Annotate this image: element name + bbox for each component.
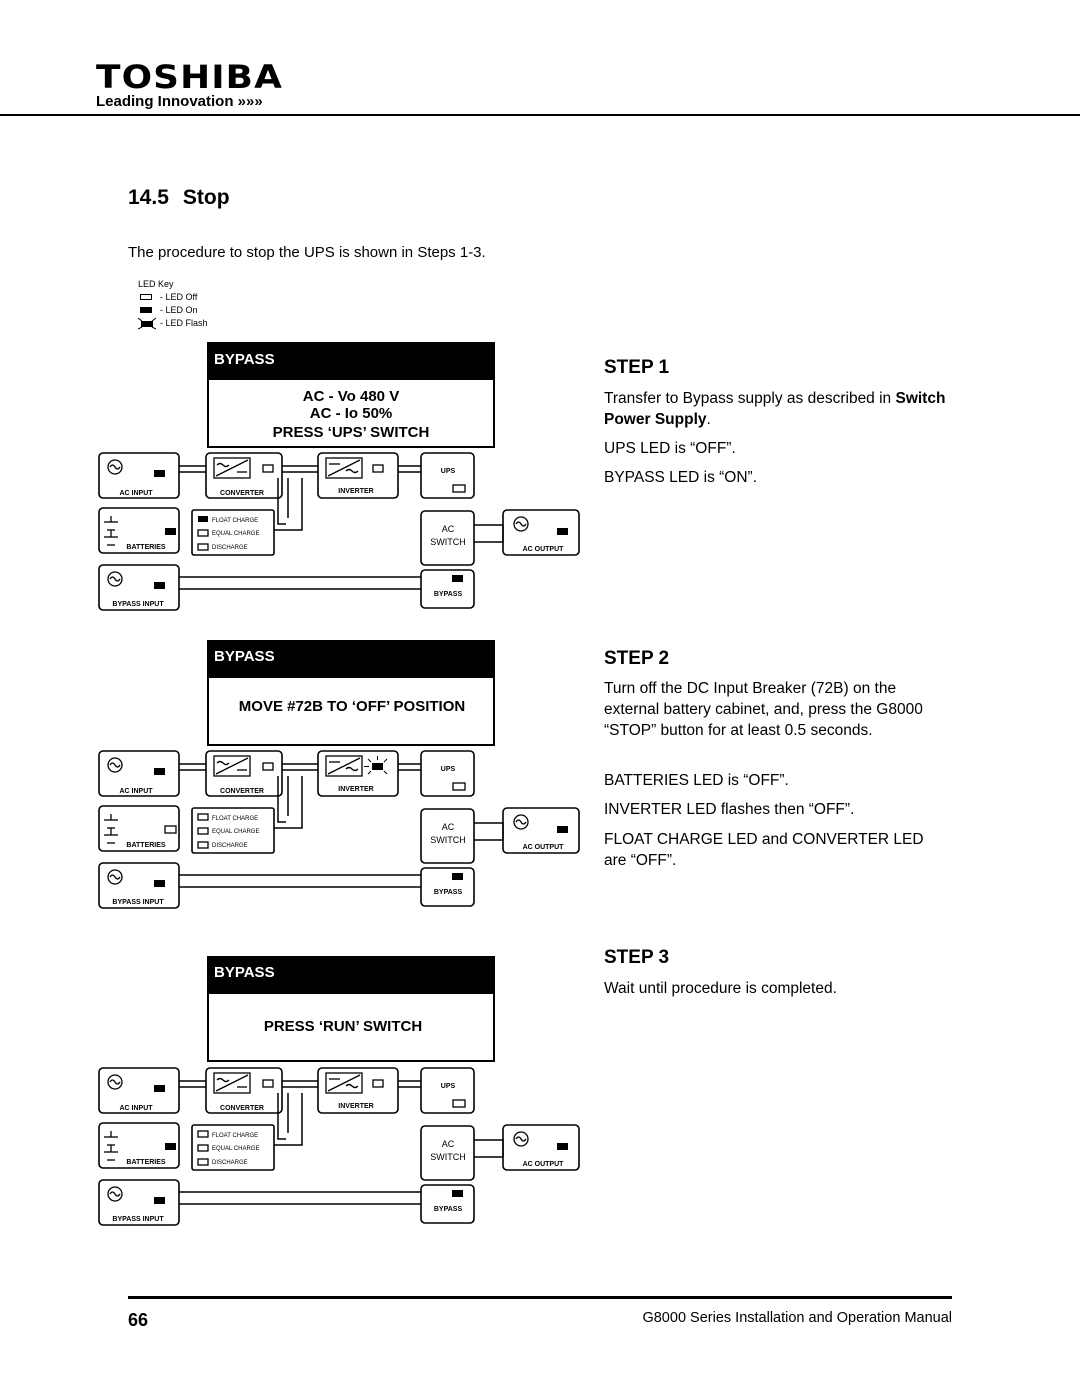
led-key-title: LED Key — [138, 279, 174, 289]
discharge-label: DISCHARGE — [212, 1160, 248, 1166]
bypass-input-label: BYPASS INPUT — [112, 899, 164, 906]
converter-label: CONVERTER — [220, 490, 264, 497]
converter-icon — [214, 756, 250, 776]
ac-output-label: AC OUTPUT — [522, 546, 564, 553]
led-bypass — [452, 1190, 463, 1197]
led-discharge — [198, 842, 208, 848]
float-charge-label: FLOAT CHARGE — [212, 1133, 259, 1139]
led-ac-input — [154, 768, 165, 775]
led-flash-icon — [138, 317, 156, 330]
float-charge-label: FLOAT CHARGE — [212, 816, 259, 822]
led-batteries — [165, 826, 176, 833]
bypass-block — [421, 570, 474, 608]
led-off-icon — [140, 294, 152, 300]
ups-diagram-step-1 — [96, 340, 586, 615]
led-converter — [263, 465, 273, 472]
panel-header: BYPASS — [214, 351, 275, 368]
led-key-flash — [138, 317, 208, 330]
discharge-label: DISCHARGE — [212, 843, 248, 849]
bypass-label: BYPASS — [433, 1206, 463, 1213]
led-equal-charge — [198, 530, 208, 536]
batteries-label: BATTERIES — [126, 544, 166, 551]
step-1-note: BYPASS LED is “ON”. — [604, 469, 758, 486]
converter-icon — [214, 1073, 250, 1093]
led-ac-input — [154, 1085, 165, 1092]
switch-label: SWITCH — [430, 835, 466, 845]
step-1-note: UPS LED is “OFF”. — [604, 440, 736, 457]
intro-text: The procedure to stop the UPS is shown in Steps 1-3. — [128, 244, 486, 261]
led-key-off — [138, 291, 208, 304]
led-float-charge — [198, 814, 208, 820]
step-1-text — [604, 388, 949, 430]
ups-label: UPS — [440, 766, 456, 773]
led-discharge — [198, 1159, 208, 1165]
led-inverter — [373, 1080, 383, 1087]
led-float-charge — [198, 1131, 208, 1137]
bypass-block — [421, 868, 474, 906]
led-key-off-label: - LED Off — [160, 292, 198, 302]
switch-label: SWITCH — [430, 1152, 466, 1162]
ups-block — [421, 751, 474, 796]
batteries-label: BATTERIES — [126, 1159, 166, 1166]
tagline: Leading Innovation »»» — [96, 93, 263, 110]
led-key-flash-label: - LED Flash — [160, 318, 208, 328]
battery-icon — [104, 814, 118, 843]
led-inverter — [373, 465, 383, 472]
led-ac-output — [557, 528, 568, 535]
led-ups — [453, 485, 465, 492]
led-on-icon — [140, 307, 152, 313]
equal-charge-label: EQUAL CHARGE — [212, 829, 260, 835]
batteries-label: BATTERIES — [126, 842, 166, 849]
step-1-heading: STEP 1 — [604, 357, 670, 378]
ac-input-label: AC INPUT — [119, 1105, 153, 1112]
led-key — [138, 278, 208, 330]
led-ac-output — [557, 826, 568, 833]
panel-line: AC - Vo 480 V — [302, 388, 400, 405]
display-panel — [208, 343, 494, 447]
step-2-text: Turn off the DC Input Breaker (72B) on the external battery cabinet, and, press the G8000 “STOP” button for at least 0.5 seconds. — [604, 680, 923, 739]
led-equal-charge — [198, 828, 208, 834]
manual-title: G8000 Series Installation and Operation Manual — [642, 1310, 952, 1326]
ac-output-label: AC OUTPUT — [522, 1161, 564, 1168]
discharge-label: DISCHARGE — [212, 545, 248, 551]
step-1-text-start: Transfer to Bypass supply as described in — [604, 390, 896, 407]
ac-label: AC — [441, 1139, 455, 1149]
step-2-note: INVERTER LED flashes then “OFF”. — [604, 801, 855, 818]
led-discharge — [198, 544, 208, 550]
equal-charge-label: EQUAL CHARGE — [212, 1146, 260, 1152]
bypass-label: BYPASS — [433, 889, 463, 896]
led-inverter-flashing — [364, 756, 387, 774]
led-equal-charge — [198, 1145, 208, 1151]
section-title — [128, 186, 230, 210]
section-number: 14.5 — [128, 186, 169, 209]
led-bypass-input — [154, 1197, 165, 1204]
panel-line: AC - Io 50% — [309, 405, 393, 422]
inverter-icon — [326, 1073, 362, 1093]
toshiba-logo: TOSHIBA — [96, 58, 283, 96]
led-batteries — [165, 528, 176, 535]
bypass-input-label: BYPASS INPUT — [112, 601, 164, 608]
ups-label: UPS — [440, 468, 456, 475]
switch-label: SWITCH — [430, 537, 466, 547]
display-panel — [208, 641, 494, 745]
led-float-charge — [198, 516, 208, 522]
led-converter — [263, 1080, 273, 1087]
step-3-text: Wait until procedure is completed. — [604, 980, 837, 997]
ac-input-label: AC INPUT — [119, 490, 153, 497]
led-bypass — [452, 575, 463, 582]
ac-input-label: AC INPUT — [119, 788, 153, 795]
converter-label: CONVERTER — [220, 1105, 264, 1112]
ac-label: AC — [441, 524, 455, 534]
bypass-label: BYPASS — [433, 591, 463, 598]
ups-label: UPS — [440, 1083, 456, 1090]
ups-diagram-step-3 — [96, 955, 586, 1230]
section-name: Stop — [182, 186, 230, 209]
panel-header: BYPASS — [214, 964, 275, 981]
led-ac-output — [557, 1143, 568, 1150]
led-ac-input — [154, 470, 165, 477]
bypass-input-label: BYPASS INPUT — [112, 1216, 164, 1223]
ac-output-label: AC OUTPUT — [522, 844, 564, 851]
inverter-icon — [326, 458, 362, 478]
step-1-text-end: . — [706, 411, 711, 428]
step-3-heading: STEP 3 — [604, 947, 670, 968]
led-bypass-input — [154, 880, 165, 887]
panel-line: PRESS ‘UPS’ SWITCH — [272, 424, 430, 441]
ac-label: AC — [441, 822, 455, 832]
inverter-icon — [326, 756, 362, 776]
page-number: 66 — [128, 1310, 149, 1330]
led-ups — [453, 783, 465, 790]
float-charge-label: FLOAT CHARGE — [212, 518, 259, 524]
converter-icon — [214, 458, 250, 478]
display-panel — [208, 957, 494, 1061]
step-2-note: BATTERIES LED is “OFF”. — [604, 772, 789, 789]
inverter-label: INVERTER — [338, 488, 374, 495]
bypass-block — [421, 1185, 474, 1223]
battery-icon — [104, 516, 118, 545]
ups-diagram-step-2 — [96, 638, 586, 913]
panel-header: BYPASS — [214, 648, 275, 665]
led-ups — [453, 1100, 465, 1107]
ups-block — [421, 1068, 474, 1113]
led-bypass-input — [154, 582, 165, 589]
equal-charge-label: EQUAL CHARGE — [212, 531, 260, 537]
led-key-on — [138, 304, 208, 317]
inverter-label: INVERTER — [338, 786, 374, 793]
panel-line: PRESS ‘RUN’ SWITCH — [263, 1018, 423, 1035]
step-2-note: FLOAT CHARGE LED and CONVERTER LED are “OFF”. — [604, 831, 924, 869]
led-bypass — [452, 873, 463, 880]
led-key-on-label: - LED On — [160, 305, 198, 315]
step-1-text-bold: Switch Power Supply — [604, 390, 946, 428]
converter-label: CONVERTER — [220, 788, 264, 795]
footer-rule — [128, 1296, 952, 1299]
led-converter — [263, 763, 273, 770]
panel-line: MOVE #72B TO ‘OFF’ POSITION — [238, 698, 466, 715]
header-rule — [0, 114, 1080, 116]
step-2-heading: STEP 2 — [604, 648, 670, 669]
inverter-label: INVERTER — [338, 1103, 374, 1110]
battery-icon — [104, 1131, 118, 1160]
led-batteries — [165, 1143, 176, 1150]
ups-block — [421, 453, 474, 498]
